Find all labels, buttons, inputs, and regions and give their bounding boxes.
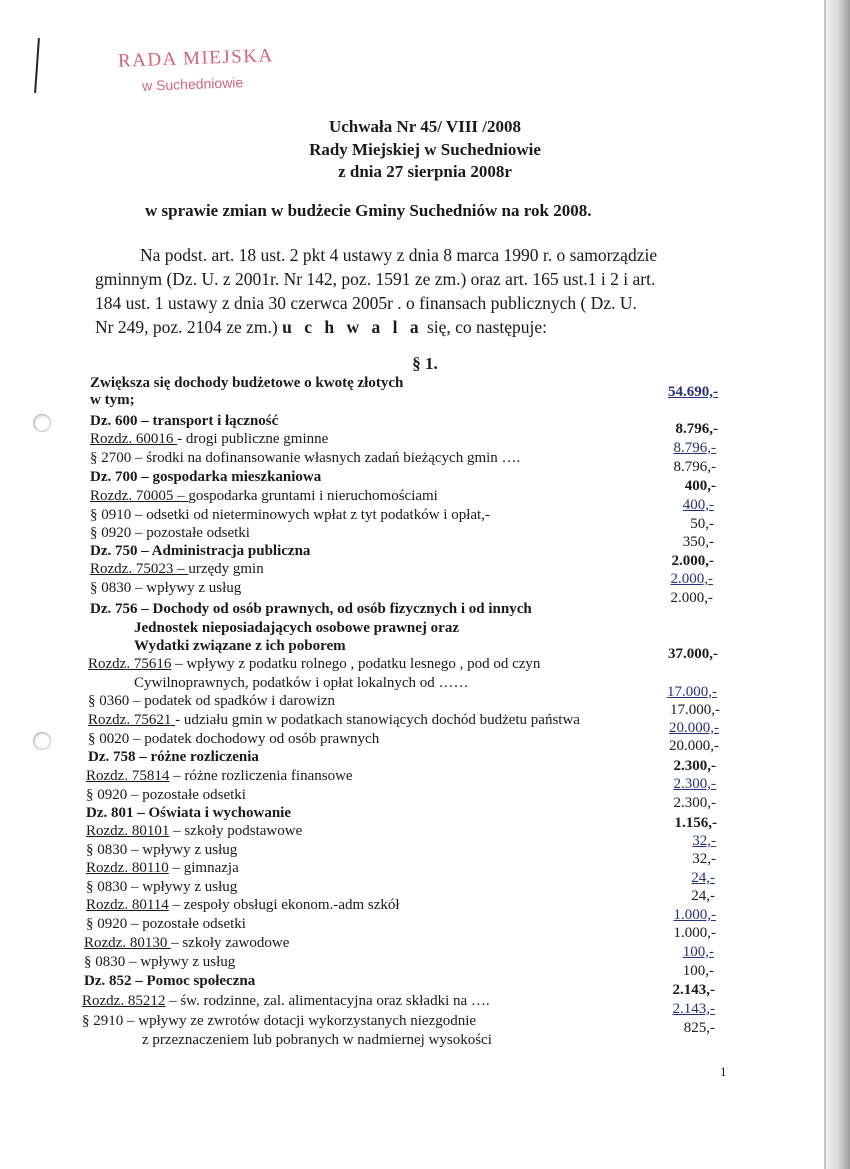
- chapter-80130: Rozdz. 80130 – szkoły zawodowe: [84, 935, 290, 951]
- division-700: Dz. 700 – gospodarka mieszkaniowa: [90, 469, 322, 485]
- amount-div-852: 2.143,-: [672, 982, 715, 998]
- resolution-date: z dnia 27 sierpnia 2008r: [338, 162, 512, 181]
- punch-hole-bottom: [33, 732, 51, 750]
- amount-80114: 1.000,-: [673, 907, 716, 923]
- paragraph-0910: § 0910 – odsetki od nieterminowych wpłat z tyt podatków i opłat,-: [90, 507, 490, 523]
- chapter-60016: Rozdz. 60016 - drogi publiczne gminne: [90, 431, 329, 447]
- amount-75814: 2.300,-: [673, 776, 716, 792]
- chapter-80114: Rozdz. 80114 – zespoły obsługi ekonom.-adm szkół: [86, 897, 400, 913]
- division-758: Dz. 758 – różne rozliczenia: [88, 749, 259, 765]
- amount-div-600: 8.796,-: [675, 421, 718, 437]
- chapter-75814: Rozdz. 75814 – różne rozliczenia finansowe: [86, 768, 353, 784]
- margin-mark: [34, 38, 40, 93]
- amount-0830-d: 100,-: [682, 963, 714, 979]
- amount-0360: 17.000,-: [670, 702, 720, 718]
- amount-75621: 20.000,-: [669, 720, 719, 736]
- resolves-word: u c h w a l a: [282, 317, 423, 337]
- preamble-line: Nr 249, poz. 2104 ze zm.) u c h w a l a się, co następuje:: [95, 317, 547, 337]
- preamble-line: gminnym (Dz. U. z 2001r. Nr 142, poz. 1591 ze zm.) oraz art. 165 ust.1 i 2 i art.: [95, 269, 656, 289]
- amount-80110: 24,-: [691, 870, 715, 886]
- amount-2910: 825,-: [683, 1020, 715, 1036]
- paragraph-2910-cont: z przeznaczeniem lub pobranych w nadmiernej wysokości: [142, 1032, 492, 1048]
- chapter-85212: Rozdz. 85212 – św. rodzinne, zal. alimentacyjna oraz składki na ….: [82, 993, 490, 1009]
- amount-2700: 8.796,-: [673, 459, 716, 475]
- amount-85212: 2.143,-: [672, 1001, 715, 1017]
- paragraph-0920-c: § 0920 – pozostałe odsetki: [86, 916, 246, 932]
- council-stamp-line1: RADA MIEJSKA: [117, 45, 275, 72]
- amount-0830-c: 24,-: [691, 888, 715, 904]
- amount-div-756: 37.000,-: [668, 646, 718, 662]
- amount-70005: 400,-: [682, 497, 714, 513]
- amount-60016: 8.796,-: [673, 440, 716, 456]
- amount-div-758: 2.300,-: [673, 758, 716, 774]
- legal-basis-paragraph: [95, 243, 725, 339]
- division-756-cont: Wydatki związane z ich poborem: [134, 638, 346, 654]
- paragraph-0830-d: § 0830 – wpływy z usług: [84, 954, 236, 970]
- chapter-75023: Rozdz. 75023 – urzędy gmin: [90, 561, 264, 577]
- chapter-80101: Rozdz. 80101 – szkoły podstawowe: [86, 823, 303, 839]
- division-750: Dz. 750 – Administracja publiczna: [90, 543, 311, 559]
- amount-div-700: 400,-: [684, 478, 716, 494]
- division-756: Dz. 756 – Dochody od osób prawnych, od osób fizycznych i od innych: [90, 601, 532, 617]
- paragraph-0020: § 0020 – podatek dochodowy od osób prawnych: [88, 731, 380, 747]
- paragraph-0830-b: § 0830 – wpływy z usług: [86, 842, 238, 858]
- resolution-number: Uchwała Nr 45/ VIII /2008: [328, 117, 522, 136]
- paragraph-0920-b: § 0920 – pozostałe odsetki: [86, 787, 246, 803]
- paragraph-0830-c: § 0830 – wpływy z usług: [86, 879, 238, 895]
- resolution-council: Rady Miejskiej w Suchedniowie: [309, 140, 541, 159]
- amount-0920: 350,-: [682, 534, 714, 550]
- section-heading: § 1.: [412, 354, 438, 373]
- amount-0910: 50,-: [690, 516, 714, 532]
- chapter-70005: Rozdz. 70005 – gospodarka gruntami i nieruchomościami: [90, 488, 438, 504]
- paragraph-0360: § 0360 – podatek od spadków i darowizn: [88, 693, 336, 709]
- chapter-80110: Rozdz. 80110 – gimnazja: [86, 860, 239, 876]
- division-852: Dz. 852 – Pomoc społeczna: [84, 973, 256, 989]
- preamble-line: 184 ust. 1 ustawy z dnia 30 czerwca 2005r . o finansach publicznych ( Dz. U.: [95, 293, 637, 313]
- amount-75616: 17.000,-: [667, 684, 717, 700]
- total-increase-text: Zwiększa się dochody budżetowe o kwotę złotych: [90, 375, 404, 391]
- division-801: Dz. 801 – Oświata i wychowanie: [86, 805, 291, 821]
- amount-0830-b: 32,-: [692, 851, 716, 867]
- amount-80101: 32,-: [692, 833, 716, 849]
- chapter-75616-cont: Cywilnoprawnych, podatków i opłat lokalnych od ……: [134, 675, 469, 691]
- council-stamp-line2: w Suchedniowie: [141, 74, 244, 94]
- amount-0920-c: 1.000,-: [673, 925, 716, 941]
- division-600: Dz. 600 – transport i łączność: [90, 413, 279, 429]
- paragraph-0830: § 0830 – wpływy z usług: [90, 580, 242, 596]
- amount-div-801: 1.156,-: [674, 815, 717, 831]
- paragraph-2910: § 2910 – wpływy ze zwrotów dotacji wykorzystanych niezgodnie: [82, 1013, 477, 1029]
- amount-div-750: 2.000,-: [671, 553, 714, 569]
- amount-0920-b: 2.300,-: [673, 795, 716, 811]
- division-756-cont: Jednostek nieposiadających osobowe prawnej oraz: [134, 620, 459, 636]
- amount-0020: 20.000,-: [669, 738, 719, 754]
- chapter-75616: Rozdz. 75616 – wpływy z podatku rolnego , podatku lesnego , pod od czyn: [88, 656, 541, 672]
- amount-80130: 100,-: [682, 944, 714, 960]
- punch-hole-top: [33, 414, 51, 432]
- amount-0830: 2.000,-: [670, 590, 713, 606]
- in-that-text: w tym;: [90, 392, 135, 408]
- paragraph-2700: § 2700 – środki na dofinansowanie własnych zadań bieżących gmin ….: [90, 450, 521, 466]
- page-number: 1: [720, 1064, 727, 1079]
- paragraph-0920: § 0920 – pozostałe odsetki: [90, 525, 250, 541]
- preamble-line: Na podst. art. 18 ust. 2 pkt 4 ustawy z dnia 8 marca 1990 r. o samorządzie: [140, 245, 658, 265]
- chapter-75621: Rozdz. 75621 - udziału gmin w podatkach stanowiących dochód budżetu państwa: [88, 712, 580, 728]
- resolution-subject: w sprawie zmian w budżecie Gminy Suchedniów na rok 2008.: [145, 201, 592, 220]
- amount-75023: 2.000,-: [670, 571, 713, 587]
- amount-total: 54.690,-: [668, 384, 718, 400]
